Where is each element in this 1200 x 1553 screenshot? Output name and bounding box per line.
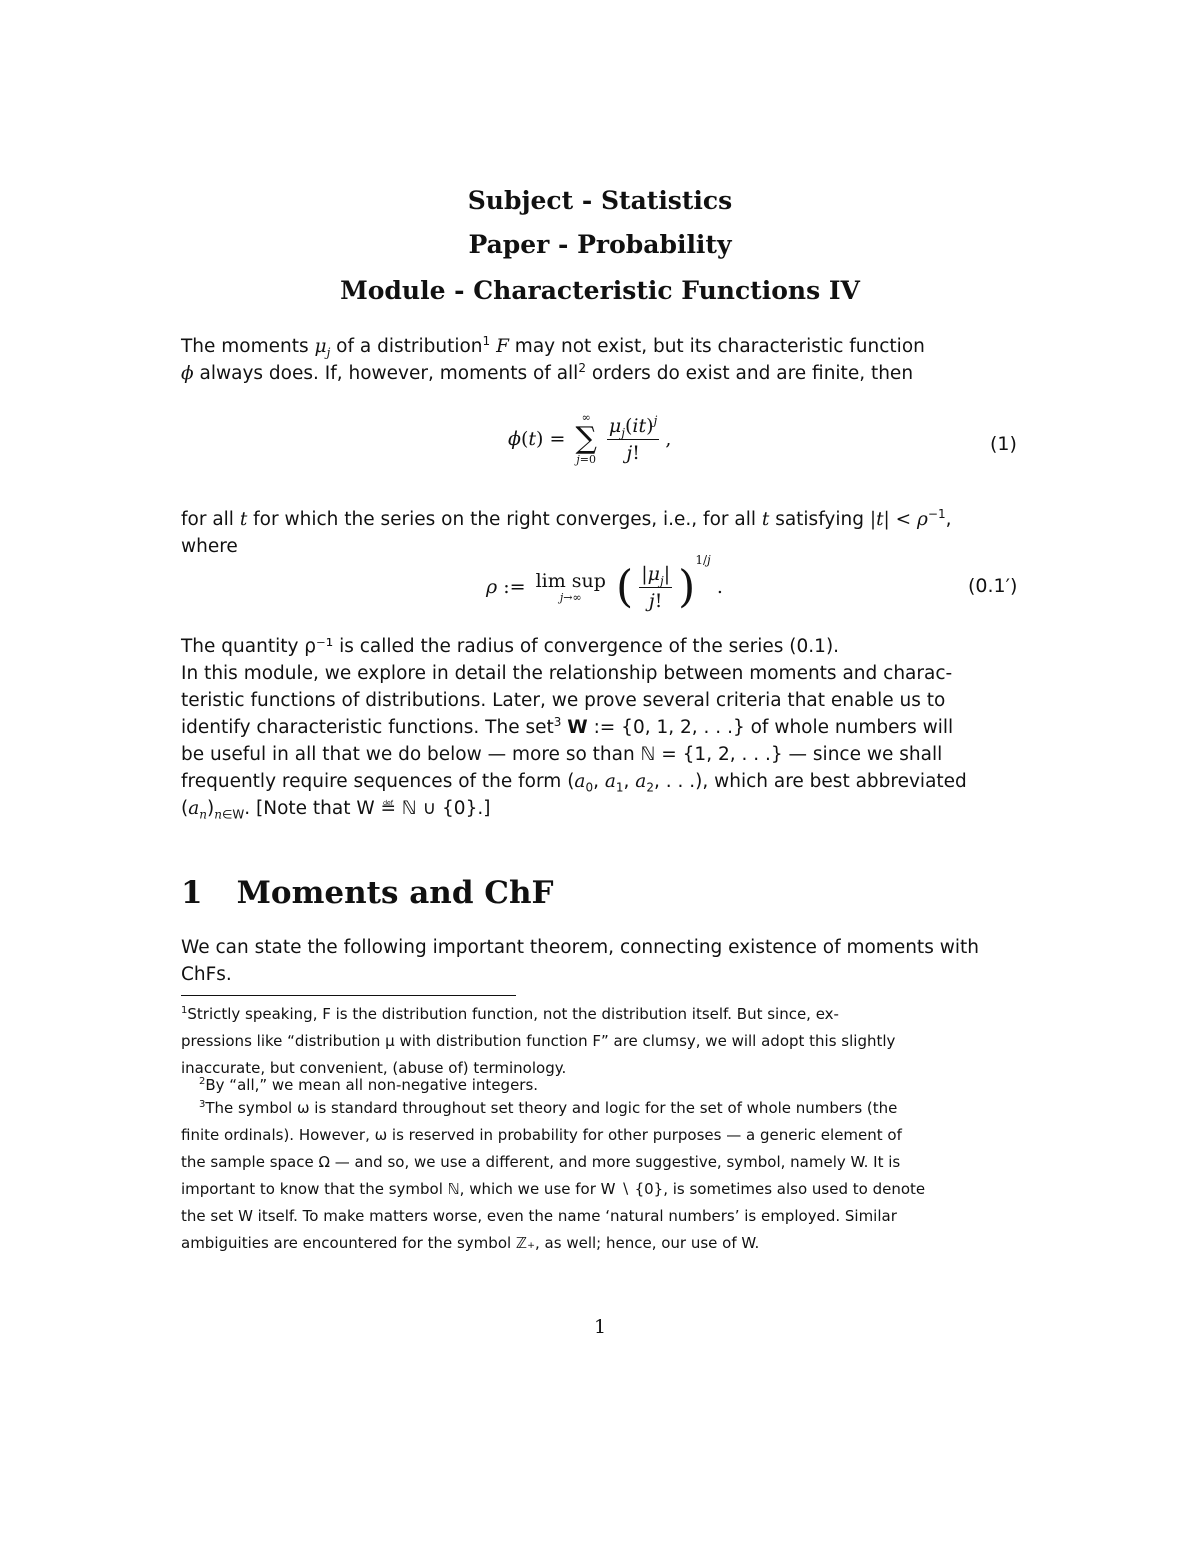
module-heading: Module - Characteristic Functions IV [340, 276, 860, 305]
body-line-6: frequently require sequences of the form ($a_0$, $a_1$, $a_2$, . . .), which are best abbreviated [181, 771, 967, 795]
body-line-7: $(a_n)_{n\in W}$. [Note that W ≝ ℕ ∪ {0}.] [181, 798, 491, 822]
body-line-3: teristic functions of distributions. Later, we prove several criteria that enable us to [181, 690, 946, 711]
body-line-5: be useful in all that we do below — more so than ℕ = {1, 2, . . .} — since we shall [181, 744, 943, 765]
equation-2-number: (0.1′) [968, 575, 1018, 597]
subject-heading: Subject - Statistics [467, 186, 733, 215]
intro-line-2: ϕ always does. If, however, moments of all$^2$ orders do exist and are finite, then [181, 360, 914, 384]
section-number: 1 [181, 875, 203, 911]
page-number: 1 [593, 1316, 607, 1338]
section-paragraph [181, 934, 1021, 988]
after-eq1-line-1: for all t for which the series on the right converges, i.e., for all t satisfying $|t| < \rho^{-1}$, [181, 506, 952, 530]
after-eq1-line-2: where [181, 536, 238, 557]
equation-1-number: (1) [990, 433, 1017, 455]
equation-1: ϕ(t) = ∞ ∑ j=0 $\frac{\mu_j(it)^j}{j!}$ , [508, 411, 672, 466]
footnote-1: $^1$Strictly speaking, F is the distribution function, not the distribution itself. But since, ex- pressions like “distribution μ with distribution function F” are clumsy, we will adopt this slightly inaccurate, but convenient, (abuse of) terminology. [181, 1005, 896, 1077]
footnote-3: $^3$The symbol ω is standard throughout set theory and logic for the set of whole numbers (the finite ordinals). However, ω is reserved in probability for other purposes — a generic element of the sample space Ω — and so, we use a different, and more suggestive, symbol, namely W. It is important to know that the symbol ℕ, which we use for W ∖ {0}, is sometimes also used to denote the set W itself. To make matters worse, even the name ‘natural numbers’ is employed. Similar ambiguities are encountered for the symbol ℤ₊, as well; hence, our use of W. [181, 1099, 926, 1252]
section-line-2: ChFs. [181, 964, 232, 985]
intro-line-1: The moments $\mu_j$ of a distribution$^1$ F may not exist, but its characteristic function [181, 333, 925, 360]
equation-2: ρ := lim sup j→∞ ( $\frac{|\mu_j|}{j!}$ )$^{1/j}$ . [486, 553, 723, 613]
section-heading [181, 875, 554, 911]
section-line-1: We can state the following important theorem, connecting existence of moments with [181, 937, 979, 958]
footnote-rule [181, 995, 516, 996]
body-line-2: In this module, we explore in detail the relationship between moments and charac- [181, 663, 953, 684]
body-paragraph [181, 633, 1021, 822]
after-eq1-paragraph [181, 506, 1021, 560]
body-line-1: The quantity ρ⁻¹ is called the radius of convergence of the series (0.1). [181, 636, 840, 657]
section-title: Moments and ChF [236, 875, 554, 911]
paper-heading: Paper - Probability [468, 230, 732, 259]
body-line-4: identify characteristic functions. The set$^3$ W := {0, 1, 2, . . .} of whole numbers will [181, 714, 954, 738]
intro-paragraph [181, 333, 1021, 387]
footnote-2: $^2$By “all,” we mean all non-negative integers. [199, 1076, 539, 1094]
